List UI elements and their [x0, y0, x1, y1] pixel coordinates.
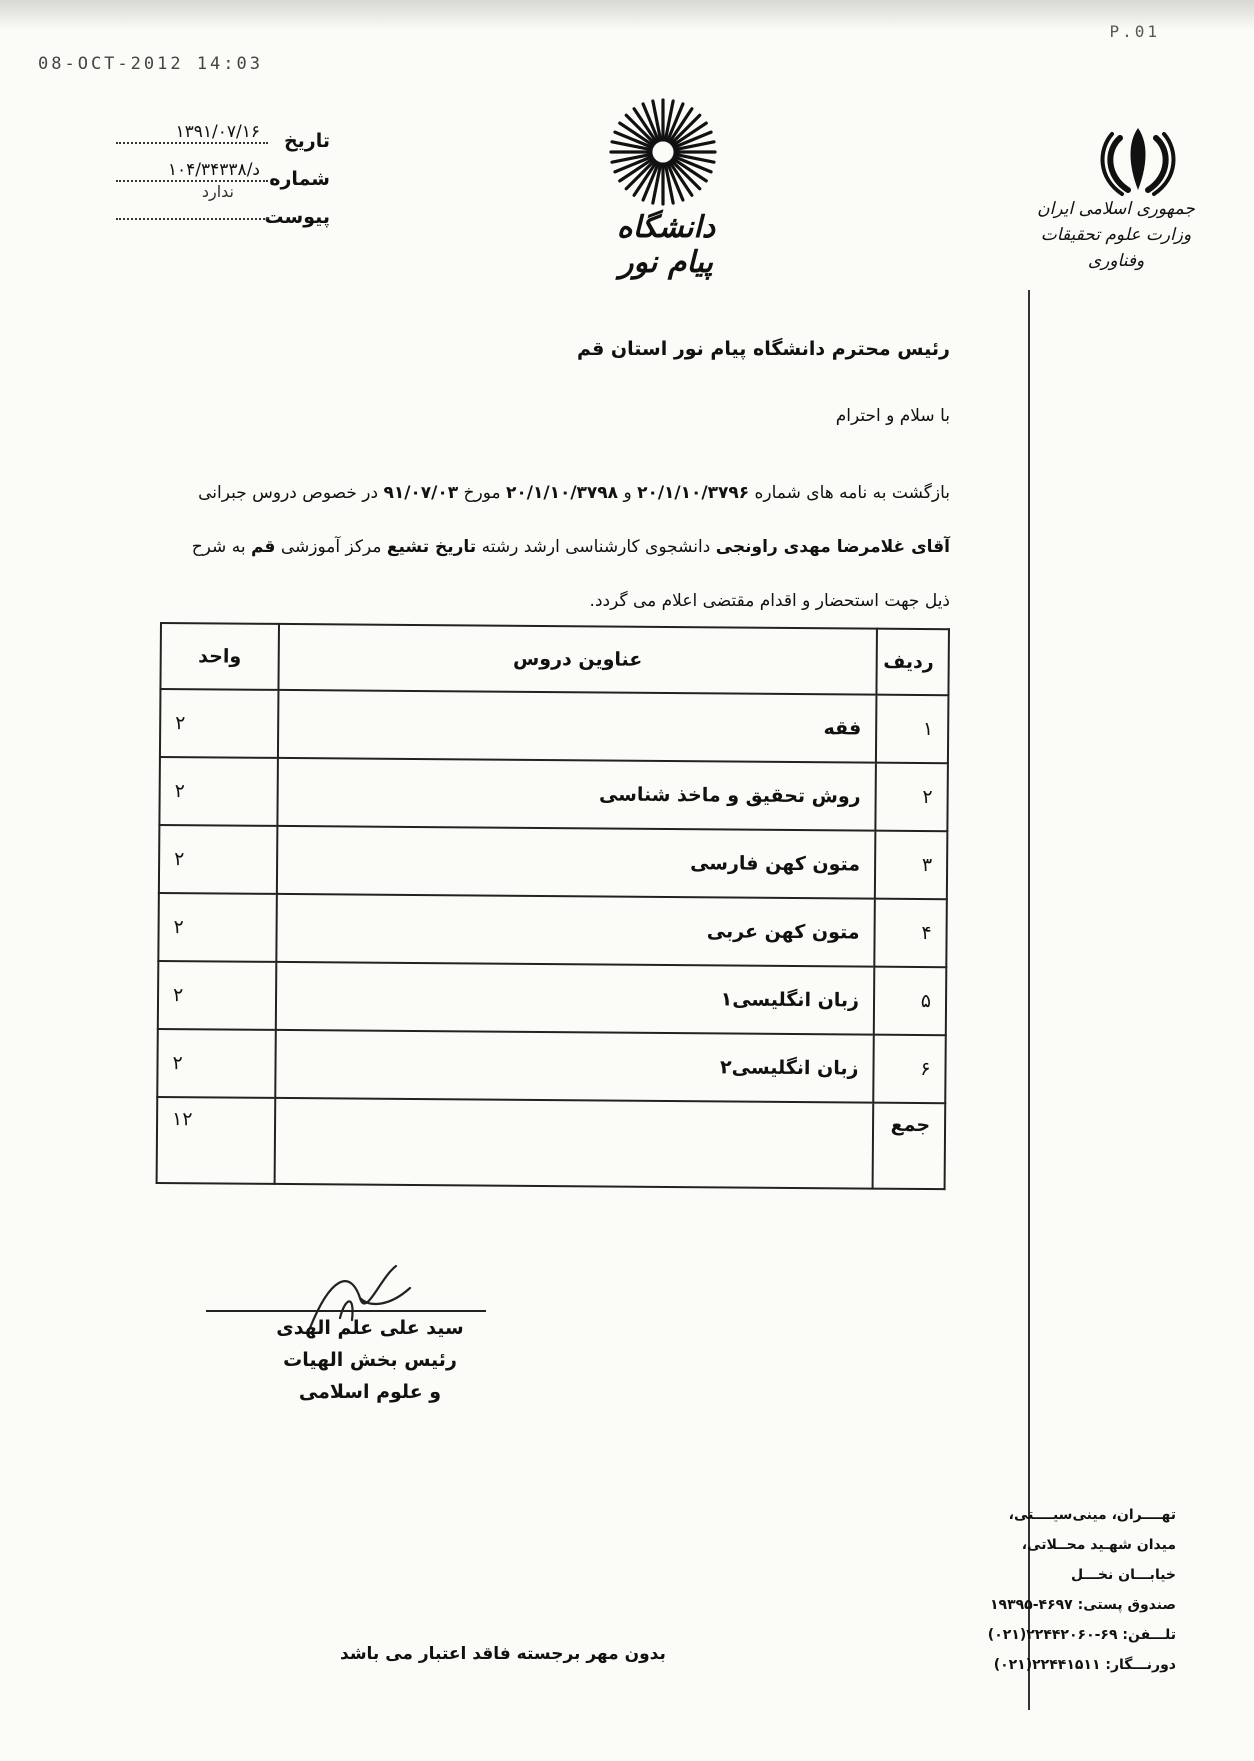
attachment-value: ندارد	[201, 182, 234, 201]
header-units: واحد	[160, 623, 279, 690]
letter-meta	[110, 122, 330, 242]
table-row: ۳ متون کهن فارسی ۲	[159, 825, 948, 899]
date-label: تاریخ	[283, 130, 330, 152]
header-course-title: عناوین دروس	[278, 624, 876, 695]
fax-header: 08-OCT-2012 14:03	[38, 54, 263, 74]
signatory-dept: و علوم اسلامی	[298, 1381, 442, 1403]
table-header	[160, 623, 948, 695]
total-row	[157, 1097, 946, 1189]
validity-note: بدون مهر برجسته فاقد اعتبار می باشد	[340, 1644, 666, 1664]
ref-number-2: ۲۰/۱/۱۰/۳۷۹۸	[506, 483, 619, 503]
iran-emblem-icon	[1098, 120, 1178, 200]
table-row: ۵ زبان انگلیسی۱ ۲	[158, 961, 947, 1035]
fax-page-number: P.01	[1109, 22, 1160, 41]
scan-edge	[0, 0, 1254, 30]
number-value: د/۱۰۴/۳۴۳۳۸	[167, 160, 260, 180]
ministry-address: تهــــران، مینی‌سیــــتی، میدان شهـید محــلاتی، خیابـــان نخـــل صندوق پستی: ۴۶۹۷-۱۹۳۹۵ تلـــفن: ۶۹-۲۲۴۴۲۰۶۰(۰۲۱) دورنـــگار: ۲۲۴۴۱۵۱۱(۰۲۱)	[987, 1507, 1176, 1673]
signatory-title: رئیس بخش الهیات	[283, 1349, 457, 1371]
table-row: ۱ فقه ۲	[160, 689, 949, 763]
signatory	[270, 1312, 470, 1408]
signatory-name: سید علی علم الهدی	[276, 1317, 464, 1339]
table-row: ۴ متون کهن عربی ۲	[158, 893, 947, 967]
margin-rule	[1028, 290, 1030, 1710]
ref-number-1: ۲۰/۱/۱۰/۳۷۹۶	[637, 483, 750, 503]
greeting: با سلام و احترام	[835, 406, 950, 426]
number-label: شماره	[269, 168, 330, 190]
student-name: آقای غلامرضا مهدی راونجی	[715, 537, 950, 557]
course-table	[156, 622, 950, 1184]
attachment-label: پیوست	[264, 206, 330, 228]
attachment-row	[110, 182, 330, 242]
ministry-line-1: جمهوری اسلامی ایران	[1037, 199, 1195, 219]
ministry-name	[1016, 196, 1216, 274]
header-row-number: ردیف	[876, 629, 949, 696]
ref-date: ۹۱/۰۷/۰۳	[383, 483, 459, 503]
date-value: ۱۳۹۱/۰۷/۱۶	[175, 122, 260, 142]
addressee: رئیس محترم دانشگاه پیام نور استان قم	[576, 338, 950, 360]
center-name: قم	[250, 537, 276, 557]
table-row: ۶ زبان انگلیسی۲ ۲	[157, 1029, 946, 1103]
university-name: دانشگاه پیام نور	[616, 210, 716, 280]
total-units: ۱۲	[157, 1097, 276, 1184]
table-row: ۲ روش تحقیق و ماخذ شناسی ۲	[159, 757, 948, 831]
letter-body: بازگشت به نامه های شماره ۲۰/۱/۱۰/۳۷۹۶ و ۲۰/۱/۱۰/۳۷۹۸ مورخ ۹۱/۰۷/۰۳ در خصوص دروس جبرانی آقای غلامرضا مهدی راونجی دانشجوی کارشناسی ارشد رشته تاریخ تشیع مرکز آموزشی قم به شرح ذیل جهت استحضار و اقدام مقتضی اعلام می گردد.	[191, 483, 950, 611]
field-name: تاریخ تشیع	[386, 537, 477, 557]
total-label: جمع	[873, 1103, 946, 1190]
ministry-line-2: وزارت علوم تحقیقات وفناوری	[1040, 225, 1192, 271]
